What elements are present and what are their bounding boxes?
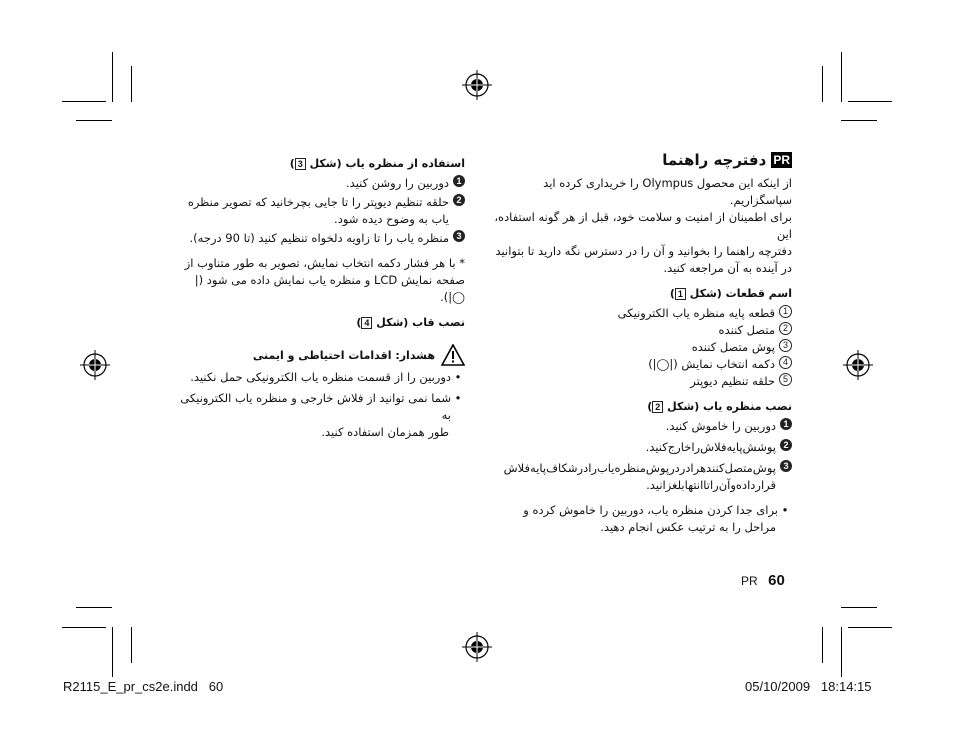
registration-mark-icon xyxy=(843,350,873,380)
registration-mark-icon xyxy=(462,632,492,662)
parts-heading: اسم قطعات (شکل 1) xyxy=(669,287,792,300)
page-title: دفترچه راهنما xyxy=(662,151,767,169)
left-column xyxy=(170,155,465,441)
list-item: 3 منظره یاب را تا زاویه دلخواه تنظیم کنید (تا 90 درجه). xyxy=(170,230,465,247)
warning-item-continued: طور همزمان استفاده کنید. xyxy=(321,425,449,439)
list-item: 3 پوش‌متصل‌کنندهرا‌دردرپوش‌منظره‌یاب‌را‌در‌شکاف‌پایه‌فلاش xyxy=(490,460,792,477)
list-item: 2 حلقه تنظیم دیوپتر را تا جایی بچرخانید که تصویر منظره xyxy=(170,194,465,211)
right-column xyxy=(490,150,792,536)
warning-heading: هشدار: اقدامات احتیاطی و ایمنی xyxy=(170,344,465,366)
figure-number: 4 xyxy=(361,317,372,329)
footer-filename: R2115_E_pr_cs2e.indd 60 xyxy=(63,679,224,694)
intro-line: برای اطمینان از امنیت و سلامت خود، قبل از هر گونه استفاده، این xyxy=(494,210,792,241)
install-heading: نصب منظره یاب (شکل 2) xyxy=(647,400,792,413)
list-item: 2 پوشش‌پایه‌فلاش‌را‌خارج‌کنید. xyxy=(490,439,792,456)
use-heading: استفاده از منظره یاب (شکل 3) xyxy=(289,157,465,170)
list-item: 2 متصل کننده xyxy=(490,322,792,339)
language-code: PR xyxy=(741,574,758,588)
note-line: صفحه نمایش LCD و منظره یاب نمایش داده می شود (|◯|). xyxy=(194,273,465,304)
intro-line: سپاسگزاریم. xyxy=(729,193,792,207)
list-item: 1 قطعه پایه منظره یاب الکترونیکی xyxy=(490,305,792,322)
warning-item: • دوربین را از قسمت منظره یاب الکترونیکی حمل نکنید. xyxy=(190,370,462,384)
warning-icon xyxy=(441,344,465,366)
warning-item: • شما نمی توانید از فلاش خارجی و منظره یاب الکترونیکی به xyxy=(180,391,462,422)
figure-number: 2 xyxy=(652,401,663,413)
intro-line: دفترچه راهنما را بخوانید و آن را در دسترس نگه دارید تا بتوانید xyxy=(495,244,792,258)
page-number-block xyxy=(741,572,785,590)
note-line: * با هر فشار دکمه انتخاب نمایش، تصویر به طور متناوب از xyxy=(184,256,465,270)
footer-timestamp: 05/10/2009 18:14:15 xyxy=(745,679,872,694)
list-item: 4 دکمه انتخاب نمایش (|◯|) xyxy=(490,356,792,373)
figure-number: 3 xyxy=(295,158,306,170)
language-badge: PR xyxy=(773,153,790,167)
note-item-continued: مراحل را به ترتیب عکس انجام دهید. xyxy=(600,520,776,534)
registration-mark-icon xyxy=(462,70,492,100)
figure-number: 1 xyxy=(675,288,686,300)
list-item: 1 دوربین را خاموش کنید. xyxy=(490,418,792,435)
note-item: • برای جدا کردن منظره یاب، دوربین را خاموش کرده و xyxy=(523,503,789,517)
list-item-continued: یاب به وضوح دیده شود. xyxy=(334,212,449,226)
remove-heading: نصب قاب (شکل 4) xyxy=(356,316,465,329)
registration-mark-icon xyxy=(80,350,110,380)
intro-line: در آینده به آن مراجعه کنید. xyxy=(663,261,792,275)
list-item-continued: قرار‌داده‌و‌آن‌را‌تا‌انتها‌بلغزانید. xyxy=(646,478,776,492)
intro-line: از اینکه این محصول Olympus را خریداری کرده اید xyxy=(543,176,792,190)
section-title xyxy=(490,150,792,170)
list-item: 5 حلقه تنظیم دیوپتر xyxy=(490,373,792,390)
page-number: 60 xyxy=(768,572,785,589)
list-item: 1 دوربین را روشن کنید. xyxy=(170,175,465,192)
list-item: 3 پوش متصل کننده xyxy=(490,339,792,356)
